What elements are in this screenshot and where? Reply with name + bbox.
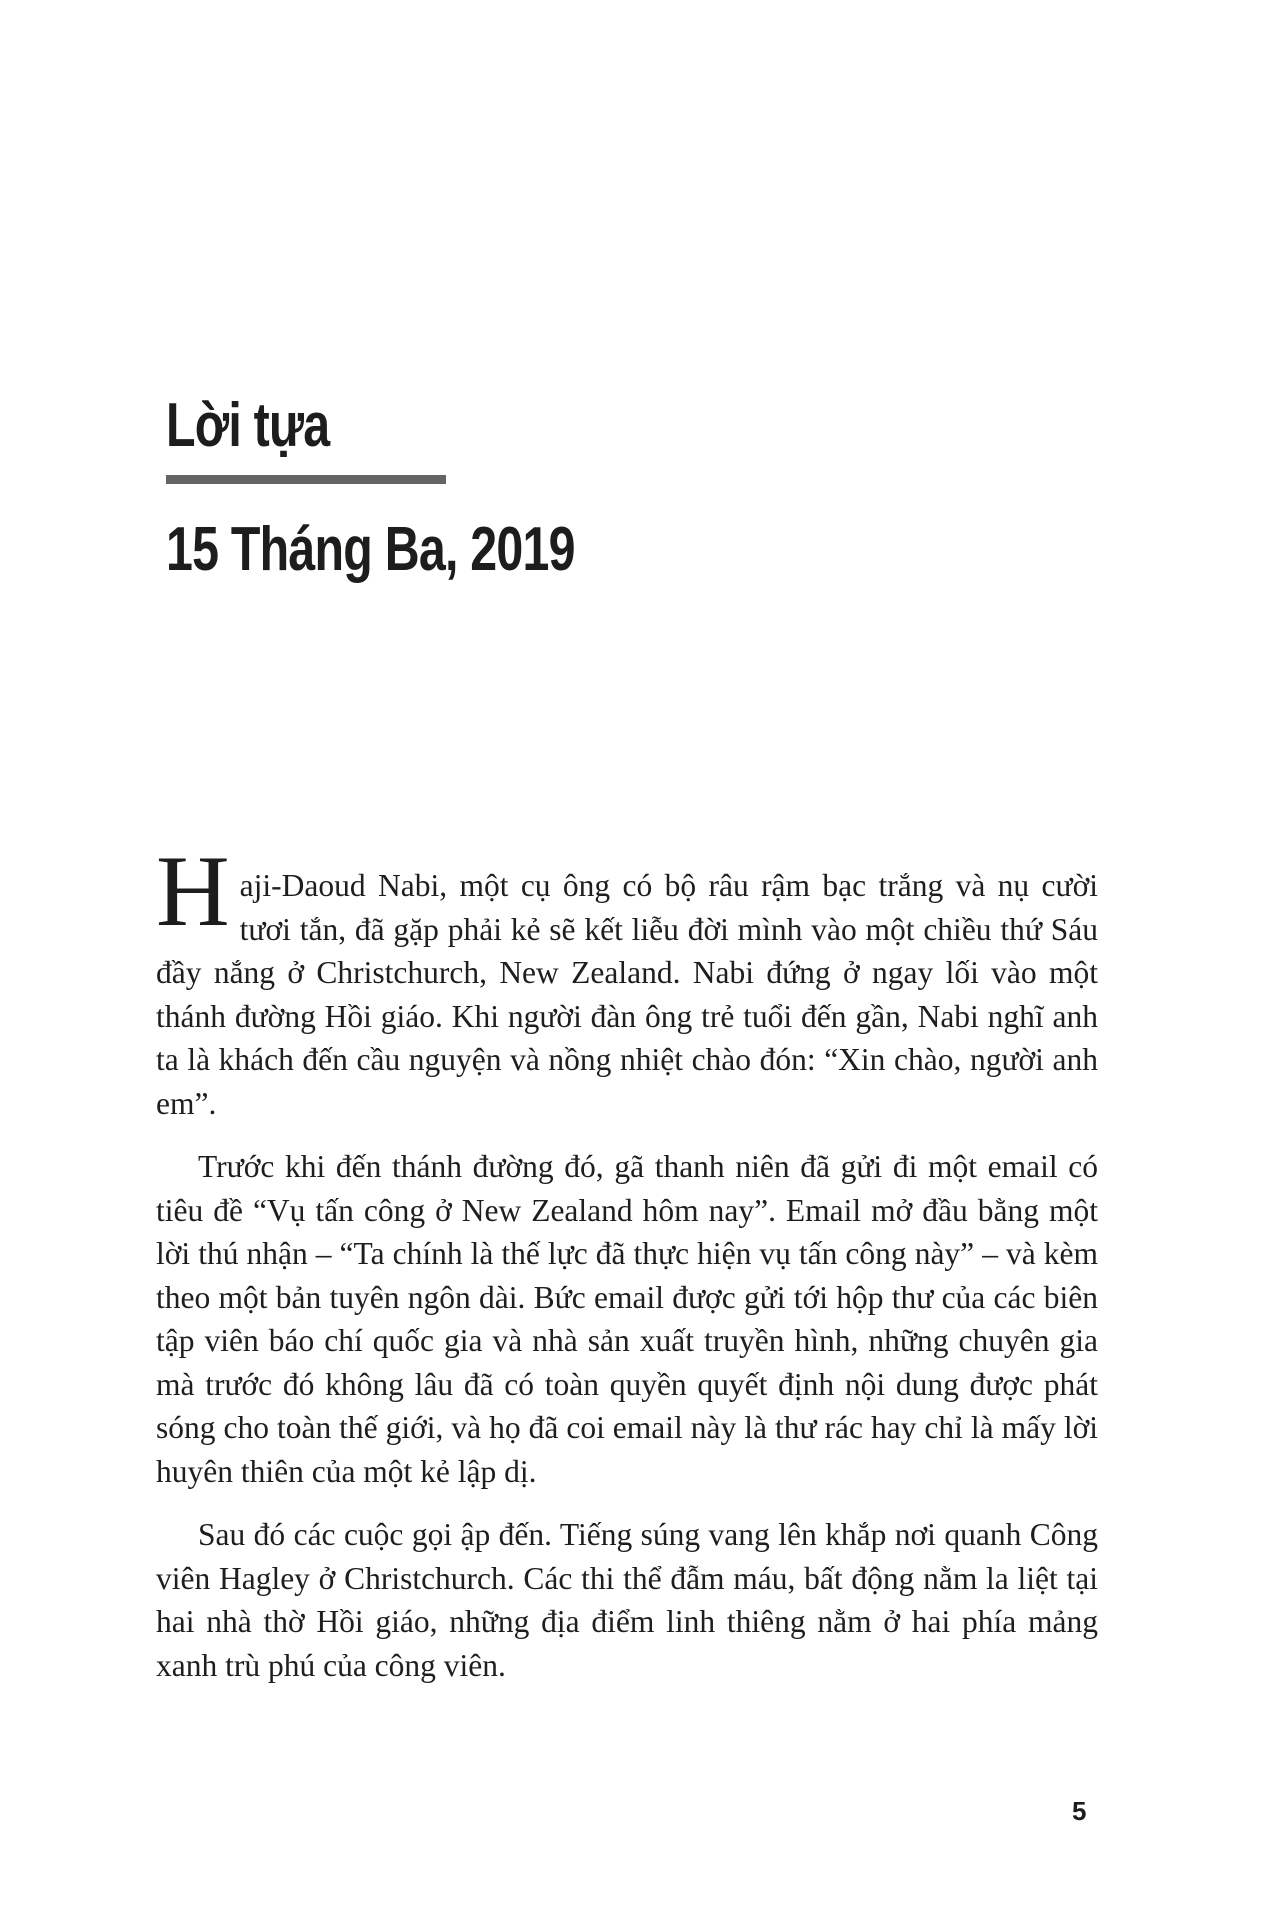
paragraph: Trước khi đến thánh đường đó, gã thanh niên đã gửi đi một email có tiêu đề “Vụ tấn công ở New Zealand hôm nay”. Email mở đầu bằng một lời thú nhận – “Ta chính là thế lực đã thực hiện vụ tấn công này” – và kèm theo một bản tuyên ngôn dài. Bức email được gửi tới hộp thư của các biên tập viên báo chí quốc gia và nhà sản xuất truyền hình, những chuyên gia mà trước đó không lâu đã có toàn quyền quyết định nội dung được phát sóng cho toàn thế giới, và họ đã coi email này là thư rác hay chỉ là mấy lời huyên thiên của một kẻ lập dị. [156,1149,1098,1489]
dropcap-letter: H [156,835,230,948]
chapter-title: Lời tựa [166,391,330,460]
title-underline-rule [166,475,446,484]
paragraph-text: aji-Daoud Nabi, một cụ ông có bộ râu rậm bạc trắng và nụ cười tươi tắn, đã gặp phải kẻ sẽ kết liễu đời mình vào một chiều thứ Sáu đầy nắng ở Christchurch, New Zealand. Nabi đứng ở ngay lối vào một thánh đường Hồi giáo. Khi người đàn ông trẻ tuổi đến gần, Nabi nghĩ anh ta là khách đến cầu nguyện và nồng nhiệt chào đón: “Xin chào, người anh em”. [156,868,1098,1121]
body-text [156,835,1098,1687]
page-number: 5 [1072,1796,1087,1826]
paragraph-first [156,835,1098,1125]
paragraph: Sau đó các cuộc gọi ập đến. Tiếng súng vang lên khắp nơi quanh Công viên Hagley ở Christchurch. Các thi thể đẫm máu, bất động nằm la liệt tại hai nhà thờ Hồi giáo, những địa điểm linh thiêng nằm ở hai phía mảng xanh trù phú của công viên. [156,1517,1098,1683]
chapter-date-heading: 15 Tháng Ba, 2019 [166,515,575,584]
